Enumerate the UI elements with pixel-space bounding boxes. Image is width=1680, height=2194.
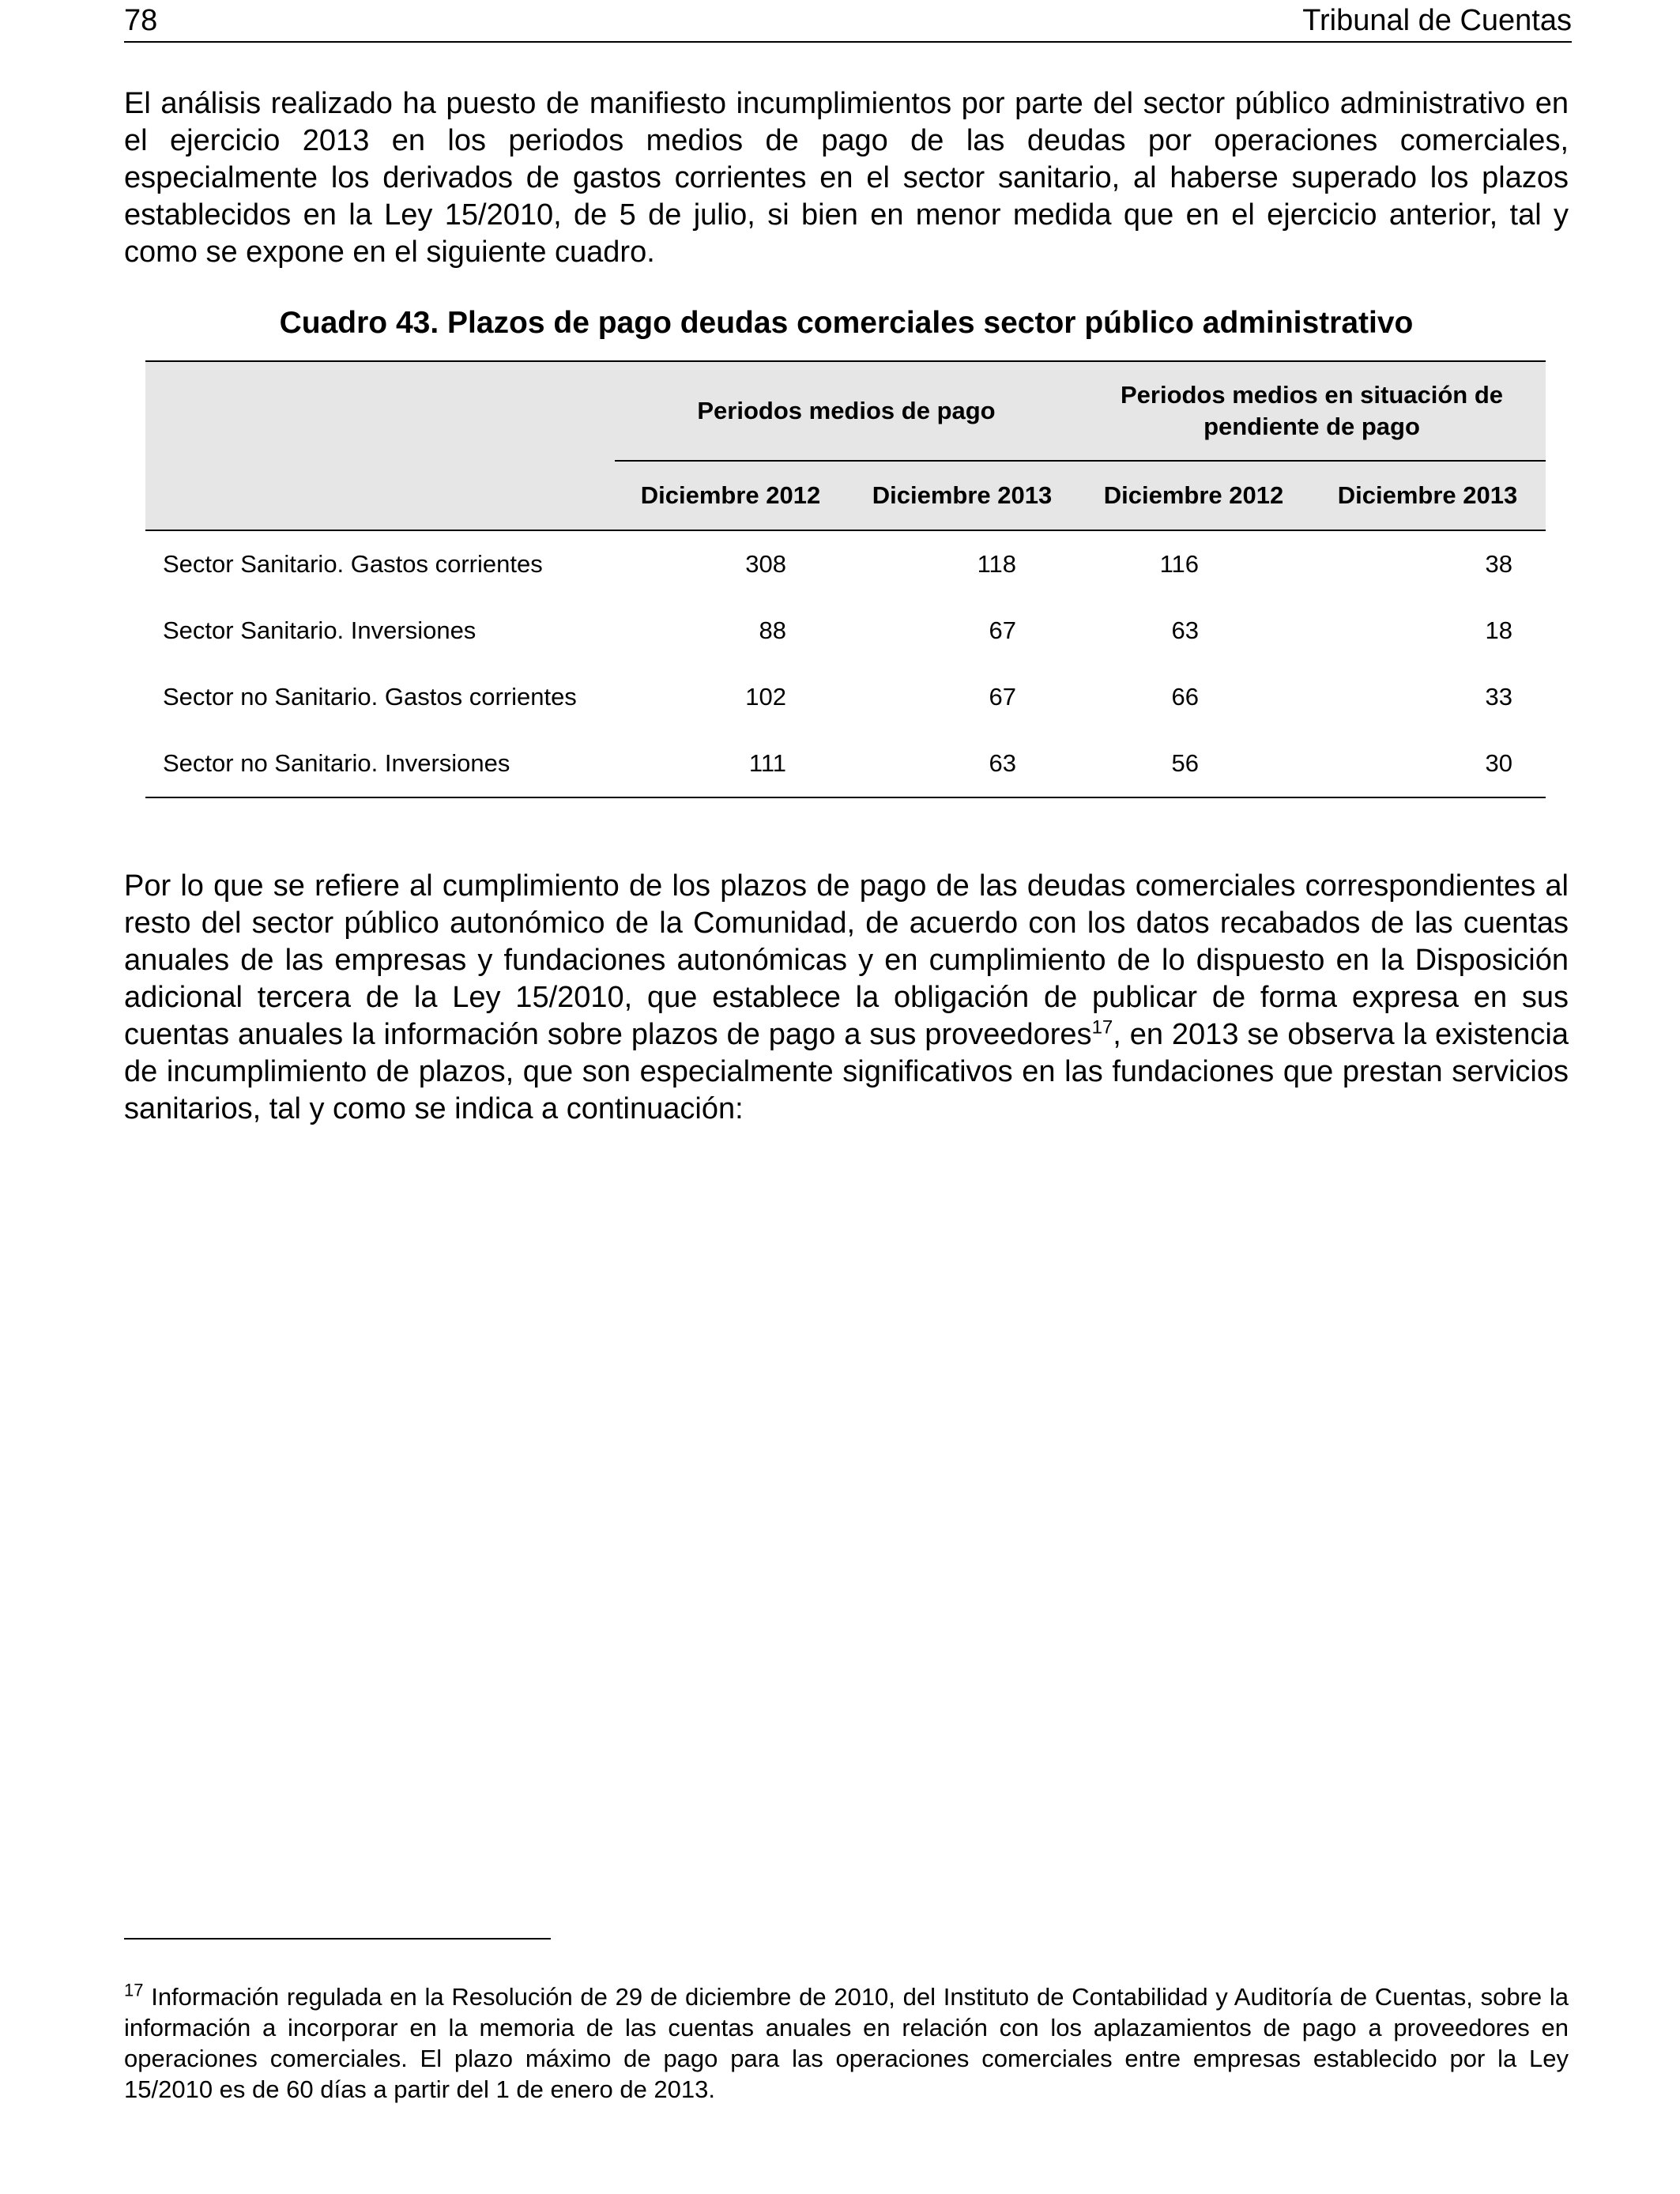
table-cell: 67: [989, 683, 1016, 711]
page-header: [124, 0, 1572, 43]
table-cell: 88: [759, 616, 786, 644]
row-label: Sector no Sanitario. Gastos corrientes: [163, 683, 577, 711]
table-corner-header: [145, 361, 615, 530]
row-label: Sector Sanitario. Gastos corrientes: [163, 550, 543, 578]
table-cell: 56: [1078, 730, 1309, 797]
second-paragraph: [124, 868, 1569, 1128]
table-cell: 67: [989, 616, 1016, 644]
paragraph-text: , en 2013 se observa la existencia de incumplimiento de plazos, que son especialmente significativos en las fundaciones que prestan servicios sanitarios, tal y como se indica a continuación:: [124, 1018, 1569, 1125]
footnote: [124, 1981, 1569, 2105]
footnote-divider: [124, 1938, 551, 1940]
table-cell: 118: [977, 550, 1016, 578]
table-row: [145, 730, 1546, 797]
payment-terms-table: [145, 360, 1546, 798]
footnote-number: 17: [124, 1980, 144, 2000]
column-header: Diciembre 2012: [615, 461, 846, 530]
table-row: [145, 530, 1546, 598]
table-cell: 102: [745, 683, 786, 711]
footnote-text: Información regulada en la Resolución de 29 de diciembre de 2010, del Instituto de Contabilidad y Auditoría de Cuentas, sobre la información a incorporar en la memoria de las cuentas anuales en relación con los aplazamientos de pago a proveedores en operaciones comerciales. El plazo máximo de pago para las operaciones comerciales entre empresas establecido por la Ley 15/2010 es de 60 días a partir del 1 de enero de 2013.: [124, 1983, 1569, 2103]
row-label: Sector Sanitario. Inversiones: [163, 616, 477, 644]
table-cell: 66: [1171, 683, 1199, 711]
row-label: Sector no Sanitario. Inversiones: [145, 730, 615, 797]
footnote-reference[interactable]: 17: [1091, 1016, 1113, 1039]
column-header: Diciembre 2012: [1078, 461, 1309, 530]
paragraph-text: Por lo que se refiere al cumplimiento de los plazos de pago de las deudas comerciales correspondientes al resto del sector público autonómico de la Comunidad, de acuerdo con los datos recabados de las cuentas anuales de las empresas y fundaciones autonómicas y en cumplimiento de lo dispuesto en la Disposición adicional tercera de la Ley 15/2010, que establece la obligación de publicar de forma expresa en sus cuentas anuales la información sobre plazos de pago a sus proveedores: [124, 869, 1569, 1051]
column-header: Diciembre 2013: [1309, 461, 1546, 530]
table-cell: 63: [846, 730, 1078, 797]
table-row: [145, 598, 1546, 664]
group-header-pendiente-pago: Periodos medios en situación de pendiente de pago: [1078, 361, 1546, 461]
intro-paragraph: El análisis realizado ha puesto de manifiesto incumplimientos por parte del sector público administrativo en el ejercicio 2013 en los periodos medios de pago de las deudas por operaciones comerciales, especialmente los derivados de gastos corrientes en el sector sanitario, al haberse superado los plazos establecidos en la Ley 15/2010, de 5 de julio, si bien en menor medida que en el ejercicio anterior, tal y como se expone en el siguiente cuadro.: [124, 87, 1569, 269]
column-header: Diciembre 2013: [846, 461, 1078, 530]
page-number: 78: [124, 4, 158, 37]
table-cell: 116: [1159, 550, 1199, 578]
table-cell: 18: [1485, 616, 1512, 644]
table-cell: 308: [745, 550, 786, 578]
document-title: Tribunal de Cuentas: [1302, 4, 1572, 37]
table-cell: 111: [615, 730, 846, 797]
table-cell: 30: [1309, 730, 1546, 797]
table-cell: 63: [1171, 616, 1199, 644]
table-cell: 33: [1485, 683, 1512, 711]
table-row: [145, 664, 1546, 730]
table-cell: 38: [1485, 550, 1512, 578]
group-header-periodos-medios: Periodos medios de pago: [615, 361, 1078, 461]
table-caption: Cuadro 43. Plazos de pago deudas comerciales sector público administrativo: [279, 306, 1414, 340]
